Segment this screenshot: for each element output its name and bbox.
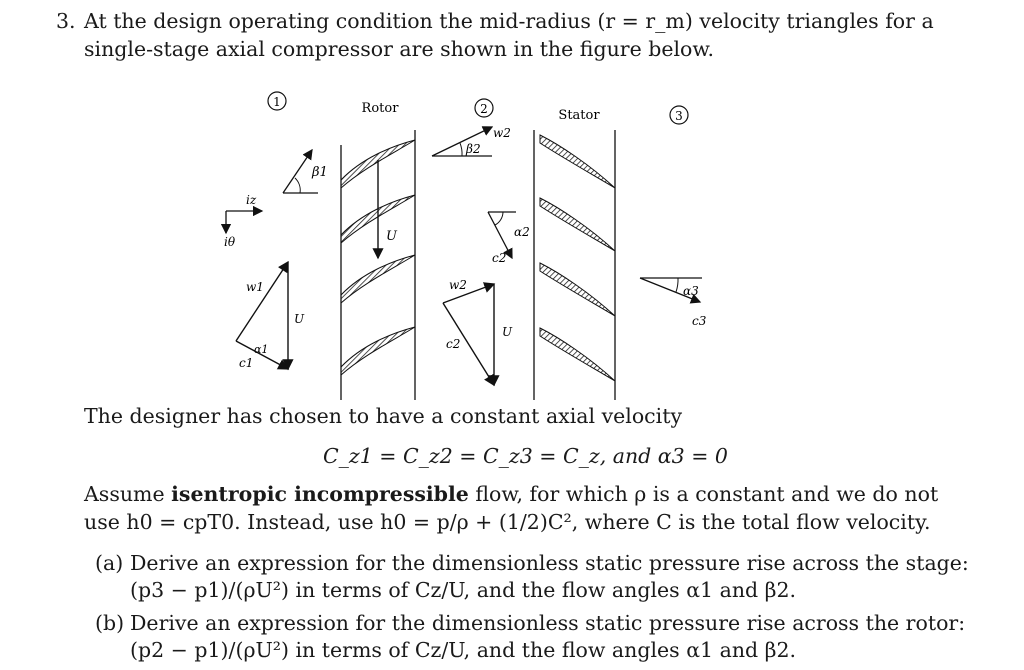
problem-number: 3. [56, 9, 76, 33]
enthalpy-instruction-line: use h0 = cpT0. Instead, use h0 = p/ρ + (1/2)C², where C is the total flow velocity. [84, 510, 931, 534]
rotor-label: Rotor [361, 101, 399, 116]
alpha3-label: α3 [683, 284, 699, 298]
stator-blades [540, 135, 615, 381]
station-2-label: 2 [480, 102, 488, 116]
station-3-marker [670, 106, 688, 124]
part-b-label: (b) [95, 611, 125, 635]
inlet-u-label: U [294, 312, 305, 326]
station-3-label: 3 [675, 109, 683, 123]
alpha2-angle-sketch [488, 212, 530, 265]
itheta-label: iθ [224, 235, 236, 249]
beta1-angle-sketch [283, 150, 328, 193]
w2-top-label: w2 [493, 126, 511, 140]
station-1-label: 1 [273, 95, 281, 109]
beta2-angle-sketch [432, 126, 511, 156]
beta1-label: β1 [312, 165, 328, 180]
assume-line [84, 482, 938, 506]
c3-label: c3 [692, 314, 707, 328]
part-a-line1: Derive an expression for the dimensionless static pressure rise across the stage: [130, 551, 969, 575]
w2-label: w2 [449, 278, 467, 292]
part-b-line1: Derive an expression for the dimensionless static pressure rise across the rotor: [130, 611, 966, 635]
assume-prefix: Assume [84, 482, 172, 506]
c2-top-label: c2 [492, 251, 507, 265]
alpha1-label: α1 [254, 343, 269, 356]
constant-axial-sentence: The designer has chosen to have a constant axial velocity [84, 404, 683, 428]
problem-intro-line1: At the design operating condition the mid-radius (r = r_m) velocity triangles for a [84, 9, 934, 33]
w1-label: w1 [246, 280, 264, 294]
part-a-label: (a) [95, 551, 124, 575]
assume-suffix: flow, for which ρ is a constant and we do not [468, 482, 939, 506]
c1-label: c1 [239, 356, 254, 370]
station-2-marker [475, 99, 493, 117]
iz-label: iz [246, 193, 257, 207]
alpha3-angle-sketch [640, 278, 707, 328]
part-b-line2: (p2 − p1)/(ρU²) in terms of Cz/U, and the flow angles α1 and β2. [130, 638, 797, 662]
part-a-line2: (p3 − p1)/(ρU²) in terms of Cz/U, and the flow angles α1 and β2. [130, 578, 797, 602]
axial-velocity-equation: C_z1 = C_z2 = C_z3 = C_z, and α3 = 0 [323, 444, 728, 468]
exit-u-label: U [502, 325, 513, 339]
c2-label: c2 [446, 337, 461, 351]
stator-label: Stator [558, 108, 600, 123]
assume-bold-phrase: isentropic incompressible [171, 482, 469, 506]
station-1-marker [268, 92, 286, 110]
inlet-velocity-triangle [236, 262, 305, 370]
beta2-label: β2 [466, 142, 481, 156]
problem-intro-line2: single-stage axial compressor are shown in the figure below. [84, 37, 715, 61]
alpha2-label: α2 [514, 225, 530, 239]
exit-velocity-triangle [443, 278, 513, 385]
unit-vector-axes [224, 193, 262, 249]
rotor-u-label: U [386, 229, 397, 244]
